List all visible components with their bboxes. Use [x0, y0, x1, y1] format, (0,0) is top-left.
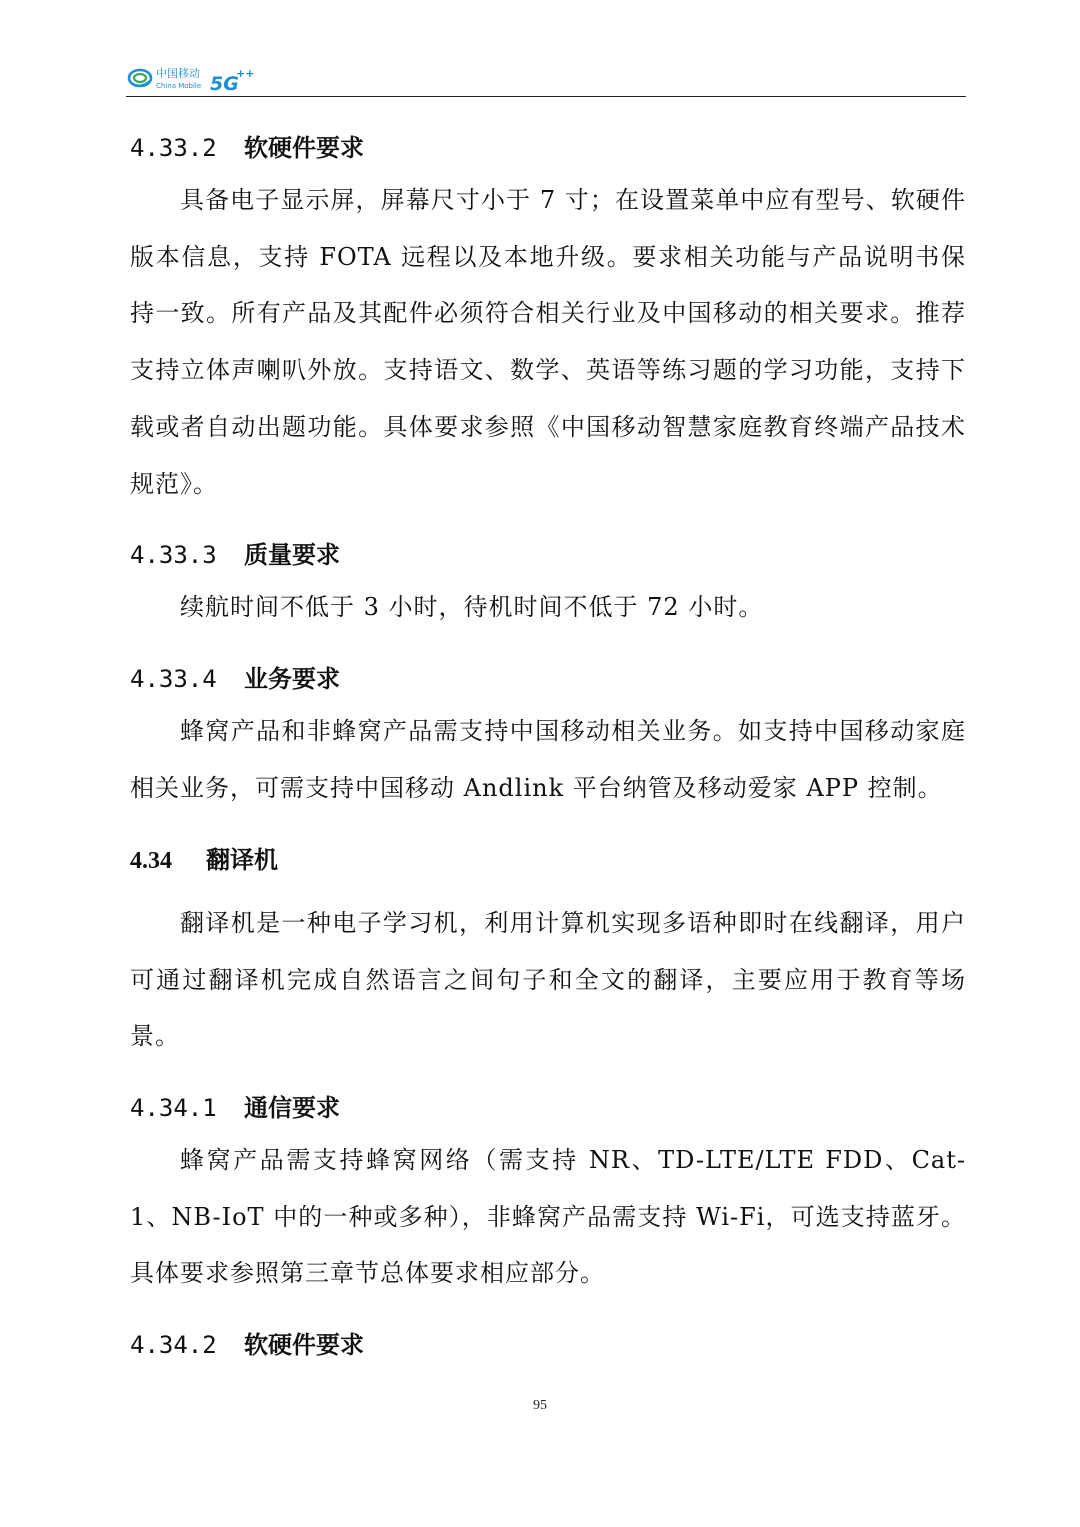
- heading-title: 质量要求: [244, 541, 340, 569]
- heading-4-33-2: [130, 128, 364, 163]
- logo-5g-text: 5G: [210, 73, 239, 94]
- paragraph-translator-intro: 翻译机是一种电子学习机，利用计算机实现多语种即时在线翻译，用户可通过翻译机完成自然语言之间句子和全文的翻译，主要应用于教育等场景。: [130, 909, 966, 1051]
- heading-4-34: [130, 840, 278, 875]
- page-header: [126, 56, 966, 97]
- china-mobile-logo: [126, 60, 266, 94]
- heading-4-34-2: [130, 1325, 364, 1360]
- logo-en-text: China Mobile: [156, 82, 202, 90]
- heading-title: 通信要求: [244, 1094, 340, 1122]
- paragraph-communication: 蜂窝产品需支持蜂窝网络（需支持 NR、TD-LTE/LTE FDD、Cat-1、NB-IoT 中的一种或多种），非蜂窝产品需支持 Wi-Fi，可选支持蓝牙。具体要求参照第三章节总体要求相应部分。: [130, 1146, 966, 1288]
- heading-number: 4.33.2: [130, 134, 217, 162]
- heading-4-33-4: [130, 659, 340, 694]
- heading-number: 4.34.1: [130, 1094, 217, 1122]
- heading-4-33-3: [130, 535, 340, 570]
- heading-number: 4.34.2: [130, 1331, 217, 1359]
- paragraph-quality: 续航时间不低于 3 小时，待机时间不低于 72 小时。: [180, 593, 764, 621]
- heading-number: 4.33.3: [130, 541, 217, 569]
- heading-title: 软硬件要求: [244, 1331, 364, 1359]
- china-mobile-swirl-icon: [129, 70, 151, 86]
- heading-number: 4.33.4: [130, 665, 217, 693]
- paragraph-business: 蜂窝产品和非蜂窝产品需支持中国移动相关业务。如支持中国移动家庭相关业务，可需支持中国移动 Andlink 平台纳管及移动爱家 APP 控制。: [130, 717, 966, 802]
- logo-cn-text: 中国移动: [156, 67, 200, 80]
- heading-title: 翻译机: [206, 846, 278, 874]
- logo-plus-text: ++: [236, 67, 255, 80]
- paragraph-software-hardware: 具备电子显示屏，屏幕尺寸小于 7 寸；在设置菜单中应有型号、软硬件版本信息，支持 FOTA 远程以及本地升级。要求相关功能与产品说明书保持一致。所有产品及其配件必须符合相关行业及中国移动的相关要求。推荐支持立体声喇叭外放。支持语文、数学、英语等练习题的学习功能，支持下载或者自动出题功能。具体要求参照《中国移动智慧家庭教育终端产品技术规范》。: [130, 186, 966, 498]
- page-number: 95: [533, 1398, 547, 1413]
- heading-title: 业务要求: [244, 665, 340, 693]
- heading-title: 软硬件要求: [244, 134, 364, 162]
- heading-4-34-1: [130, 1088, 340, 1123]
- heading-number: 4.34: [130, 848, 172, 874]
